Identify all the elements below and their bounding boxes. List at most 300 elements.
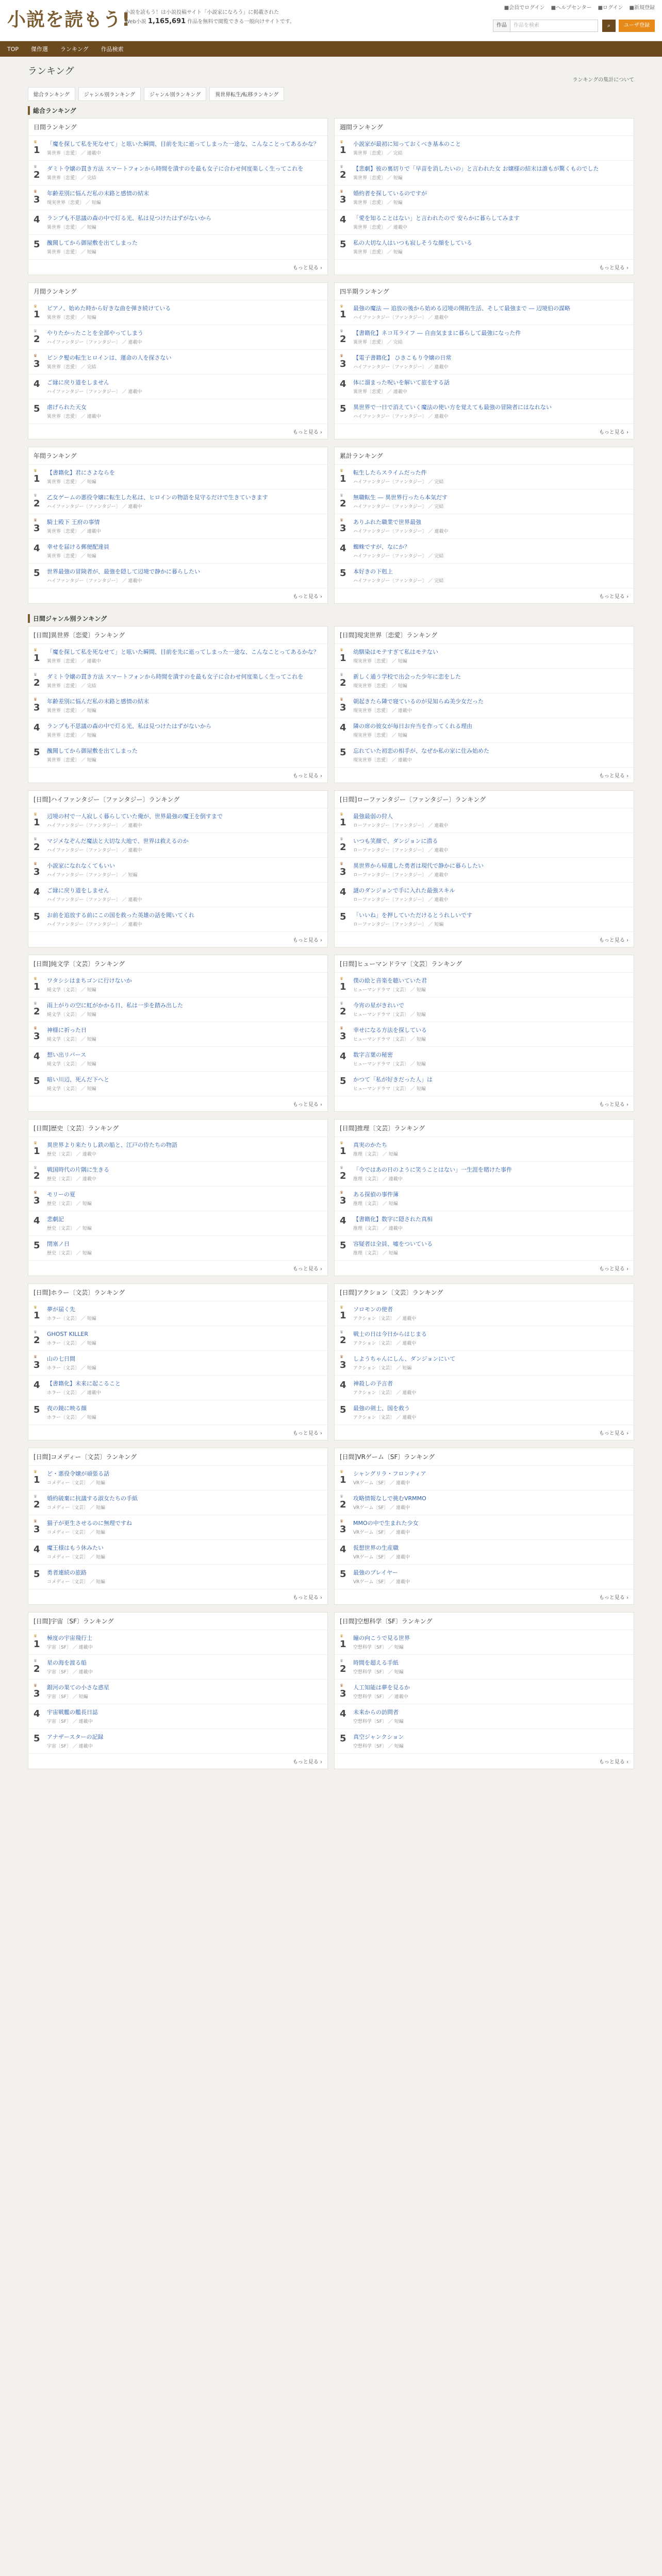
rank-value: 4 <box>34 1215 40 1226</box>
entry-title-link[interactable]: 戦国時代の片隅に生きる <box>47 1166 109 1173</box>
entry-title-link[interactable]: ワタシシはまちゴンに行けないか <box>47 977 132 984</box>
rank-number <box>340 165 353 181</box>
entry-text <box>353 1051 628 1067</box>
rank-value: 3 <box>34 1360 40 1370</box>
entry-title-link[interactable]: シャングリラ・フロンティア <box>353 1470 426 1477</box>
entry-meta: 異世界〔恋愛〕 ／ 短編 <box>47 315 96 320</box>
entry-text <box>47 1404 322 1420</box>
rank-value: 4 <box>340 722 346 733</box>
ranking-entry <box>28 1351 327 1376</box>
entry-title-link[interactable]: 虐げられた天女 <box>47 404 87 411</box>
entry-title-link[interactable]: 想い出リバース <box>47 1052 87 1058</box>
entry-title-link[interactable]: 神殺しの予言者 <box>353 1380 393 1387</box>
rank-number <box>340 747 353 763</box>
entry-title-link[interactable]: 攻略情報なしで挑むVRMMO <box>353 1495 426 1502</box>
entry-text <box>47 1141 322 1157</box>
crown-icon: ♛ <box>340 329 344 333</box>
ranking-entry <box>28 1301 327 1326</box>
entry-title-link[interactable]: 醜聞してから御屋敷を出てしまった <box>47 748 138 754</box>
ranking-card-title: 月間ランキング <box>28 283 327 300</box>
more-link[interactable]: もっと見る › <box>292 1595 322 1601</box>
rank-number <box>340 1519 353 1535</box>
entry-title-link[interactable]: 隣の席の彼女が毎日お弁当を作ってくれる理由 <box>353 723 472 730</box>
rank-value: 3 <box>340 867 346 877</box>
entry-text <box>353 1240 628 1256</box>
entry-title-link[interactable]: ランプも不思議の森の中で灯る光、私は見つけたはずがないから <box>47 215 211 222</box>
rank-number <box>340 1191 353 1207</box>
tab-ranking[interactable]: ジャンル別ランキング <box>78 87 141 101</box>
crown-icon: ♛ <box>340 1305 344 1310</box>
more-link[interactable]: もっと見る › <box>599 1595 628 1601</box>
ranking-entry <box>335 161 634 185</box>
entry-text <box>353 469 628 485</box>
entry-title-link[interactable]: 星の海を渡る船 <box>47 1659 87 1666</box>
search-icon[interactable]: ⌕ <box>602 20 616 32</box>
ranking-entry <box>28 1680 327 1704</box>
rank-value: 5 <box>340 403 346 414</box>
more-link[interactable]: もっと見る › <box>599 1759 628 1765</box>
ranking-entry <box>335 514 634 539</box>
rank-value: 2 <box>340 842 346 853</box>
register-button[interactable]: ユーザ登録 <box>619 20 655 32</box>
crown-icon: ♛ <box>34 1658 38 1663</box>
rank-value: 2 <box>34 677 40 688</box>
entry-meta: 異世界〔恋愛〕 ／ 連載中 <box>47 151 101 156</box>
entry-meta: 異世界〔恋愛〕 ／ 連載中 <box>353 225 407 230</box>
entry-title-link[interactable]: 世界最強の冒険者が、最強を隠して辺境で静かに暮らしたい <box>47 568 200 575</box>
entry-title-link[interactable]: 今宵の星がきれいで <box>353 1002 404 1009</box>
entry-title-link[interactable]: マジメなぞんだ魔法と大切な大地で、世界は救えるのか <box>47 838 189 844</box>
entry-title-link[interactable]: 私の大切な人はいつも寂しそうな顔をしている <box>353 240 472 246</box>
entry-title-link[interactable]: ダミト令嬢の貫き方法 スマートフォンから時間を潰すのを最も女子に合わせ何度楽しく生ってこれを <box>47 673 304 680</box>
ranking-entry <box>335 1540 634 1565</box>
entry-title-link[interactable]: 「魔を探して私を死なせて」と呟いた瞬間、目前を先に逝ってしまった一途な、こんなことってあるかな？ <box>47 649 319 655</box>
ranking-entry <box>335 465 634 489</box>
entry-title-link[interactable]: 瞳の向こうで見る世界 <box>353 1635 410 1641</box>
rank-value: 5 <box>340 1404 346 1415</box>
search-bar <box>493 20 655 32</box>
rank-value: 1 <box>340 1639 346 1650</box>
entry-title-link[interactable]: 最強のプレイヤー <box>353 1569 399 1576</box>
rank-number <box>340 568 353 584</box>
nav-item[interactable]: TOP <box>7 45 19 53</box>
more-link[interactable]: もっと見る › <box>292 938 322 943</box>
entry-title-link[interactable]: 小説家になれなくてもいい <box>47 862 115 869</box>
ranking-entry <box>28 1211 327 1236</box>
rank-number <box>340 698 353 714</box>
ranking-entry <box>335 1704 634 1729</box>
header-link[interactable]: ■新規登録 <box>629 5 655 11</box>
rank-number <box>340 1076 353 1092</box>
crown-icon: ♛ <box>340 493 344 498</box>
entry-title-link[interactable]: 山の七日間 <box>47 1355 75 1362</box>
entry-title-link[interactable]: 【書籍化】数字に隠された真相 <box>353 1216 433 1223</box>
more-link[interactable]: もっと見る › <box>599 430 628 435</box>
entry-title-link[interactable]: 夢が届く先 <box>47 1306 75 1313</box>
more-link[interactable]: もっと見る › <box>292 265 322 271</box>
entry-meta: 歴史〔文芸〕 ／ 連載中 <box>47 1152 96 1157</box>
entry-title-link[interactable]: 幸せを届ける郵便配達員 <box>47 544 109 550</box>
entry-title-link[interactable]: ソロモンの使者 <box>353 1306 393 1313</box>
entry-text <box>47 304 322 320</box>
entry-title-link[interactable]: 【書籍化】未来に起こること <box>47 1380 121 1387</box>
rank-number <box>34 1330 47 1346</box>
entry-title-link[interactable]: 時間を超える手紙 <box>353 1659 399 1666</box>
entry-meta: ハイファンタジー〔ファンタジー〕 ／ 連載中 <box>47 897 142 903</box>
crown-icon: ♛ <box>34 1001 38 1006</box>
more-link[interactable]: もっと見る › <box>292 773 322 779</box>
rank-number <box>34 722 47 738</box>
entry-title-link[interactable]: 年齢差別に悩んだ私の末路と感情の結末 <box>47 190 149 197</box>
ranking-entry <box>28 1400 327 1425</box>
ranking-entry <box>28 1072 327 1096</box>
entry-title-link[interactable]: 婚約者を探しているのですが <box>353 190 427 197</box>
entry-title-link[interactable]: ある探偵の事件簿 <box>353 1191 399 1198</box>
rank-number <box>340 1495 353 1511</box>
entry-title-link[interactable]: 本好きの下剋上 <box>353 568 393 575</box>
rank-number <box>34 568 47 584</box>
entry-title-link[interactable]: 辺境の村で一人寂しく暮らしていた俺が、世界最強の魔王を倒すまで <box>47 813 223 820</box>
entry-meta: ヒューマンドラマ〔文芸〕 ／ 短編 <box>353 1012 426 1018</box>
more-link[interactable]: もっと見る › <box>292 594 322 600</box>
entry-meta: 宇宙〔SF〕 ／ 連載中 <box>47 1670 93 1675</box>
entry-title-link[interactable]: 転生したらスライムだった件 <box>353 469 427 476</box>
ranking-entry <box>335 907 634 932</box>
entry-title-link[interactable]: 銀河の果ての小さな惑星 <box>47 1684 109 1691</box>
entry-meta: 宇宙〔SF〕 ／ 連載中 <box>47 1719 93 1724</box>
crown-icon: ♛ <box>340 304 344 309</box>
more-link[interactable]: もっと見る › <box>599 265 628 271</box>
entry-title-link[interactable]: ご縁に戻り道をしません <box>47 887 109 894</box>
rank-number <box>340 190 353 206</box>
entry-title-link[interactable]: 暗い川辺、死んだ下へと <box>47 1076 109 1083</box>
ranking-entry <box>335 1655 634 1680</box>
entry-text <box>353 698 628 714</box>
header-link[interactable]: ■ログイン <box>598 5 623 11</box>
rank-value: 2 <box>34 1171 40 1181</box>
entry-title-link[interactable]: 蜘蛛ですが、なにか？ <box>353 544 410 550</box>
entry-title-link[interactable]: 最強の魔法 ― 追放の後から始める辺境の開拓生活、そして最強まで ― 辺境伯の謀略 <box>353 305 570 312</box>
rank-number <box>340 1380 353 1396</box>
site-logo[interactable]: 小説を読もう! <box>7 9 131 30</box>
rank-number <box>34 165 47 181</box>
more-link[interactable]: もっと見る › <box>599 773 628 779</box>
crown-icon: ♛ <box>340 861 344 866</box>
entry-title-link[interactable]: ピンク髪の転生ヒロインは、運命の人を探さない <box>47 354 172 361</box>
entry-meta: 現実世界〔恋愛〕 ／ 連載中 <box>353 758 412 763</box>
entry-title-link[interactable]: 小説家が最初に知っておくべき基本のこと <box>353 141 461 147</box>
rank-value: 1 <box>340 309 346 320</box>
rank-number <box>340 977 353 993</box>
crown-icon: ♛ <box>340 812 344 817</box>
nav-item[interactable]: 作品検索 <box>101 46 124 53</box>
entry-text <box>47 190 322 206</box>
ranking-card <box>28 1283 328 1440</box>
entry-title-link[interactable]: 謎のダンジョンで手に入れた最強スキル <box>353 887 455 894</box>
entry-title-link[interactable]: 婚約破棄に抗議する淑女たちの手紙 <box>47 1495 138 1502</box>
crown-icon: ♛ <box>340 1658 344 1663</box>
rank-number <box>34 1380 47 1396</box>
entry-meta: 異世界〔恋愛〕 ／ 完結 <box>353 340 403 345</box>
tab-ranking[interactable]: 異世界転生/転移ランキング <box>209 87 284 101</box>
more-link[interactable]: もっと見る › <box>292 1102 322 1108</box>
more-link[interactable]: もっと見る › <box>292 430 322 435</box>
ranking-notice-link[interactable]: ランキングの集計について <box>572 77 634 83</box>
rank-value: 4 <box>34 887 40 897</box>
rank-value: 5 <box>340 1569 346 1580</box>
rank-number <box>34 1240 47 1256</box>
ranking-card <box>334 1448 634 1605</box>
entry-meta: 現実世界〔恋愛〕 ／ 短編 <box>47 200 101 206</box>
ranking-card-title: [日間]現実世界〔恋愛〕ランキング <box>335 626 634 644</box>
entry-title-link[interactable]: 極度の宇宙飛行士 <box>47 1635 92 1641</box>
site-tagline <box>125 8 331 26</box>
rank-value: 1 <box>340 1310 346 1321</box>
entry-title-link[interactable]: かつて「私が好きだった人」は <box>353 1076 433 1083</box>
crown-icon: ♛ <box>34 329 38 333</box>
rank-value: 3 <box>340 1195 346 1206</box>
entry-title-link[interactable]: 異世界より来たりし鉄の船と、江戸の侍たちの物語 <box>47 1142 177 1148</box>
rank-value: 4 <box>340 1380 346 1391</box>
entry-title-link[interactable]: アナザースターの記録 <box>47 1734 104 1740</box>
rank-value: 3 <box>340 359 346 369</box>
entry-meta: ハイファンタジー〔ファンタジー〕 ／ 連載中 <box>47 389 142 395</box>
entry-meta: ハイファンタジー〔ファンタジー〕 ／ 完結 <box>353 579 444 584</box>
entry-title-link[interactable]: 僕の絵と音楽を聴いていた君 <box>353 977 427 984</box>
entry-title-link[interactable]: 【悲劇】彼の裏切りで「早苗を消したいの」と言われた女 お嬢様の結末は誰もが驚くものでした <box>353 165 599 172</box>
entry-title-link[interactable]: ランプも不思議の森の中で灯る光、私は見つけたはずがないから <box>47 723 211 730</box>
ranking-entry <box>335 1466 634 1490</box>
rank-number <box>340 1166 353 1182</box>
entry-meta: ハイファンタジー〔ファンタジー〕 ／ 連載中 <box>353 529 449 534</box>
ranking-entry <box>335 1301 634 1326</box>
entry-title-link[interactable]: 体に溜まった呪いを解いて旅をする話 <box>353 379 450 386</box>
rank-value: 2 <box>34 1335 40 1346</box>
tagline-text: 小説を読もう！は小説投稿サイト「小説家になろう」に掲載された <box>125 10 279 15</box>
entry-text <box>47 1355 322 1371</box>
entry-title-link[interactable]: 仮想世界の生産職 <box>353 1545 399 1551</box>
ranking-entry <box>28 1540 327 1565</box>
ranking-card-title: [日間]VRゲーム〔SF〕ランキング <box>335 1448 634 1466</box>
entry-title-link[interactable]: お前を追放する前にこの国を救った英雄の話を聞いてくれ <box>47 912 194 919</box>
ranking-entry <box>28 1022 327 1047</box>
entry-title-link[interactable]: ありふれた職業で世界最強 <box>353 519 421 526</box>
tab-ranking[interactable]: ジャンル別ランキング <box>144 87 206 101</box>
entry-text <box>353 862 628 878</box>
entry-title-link[interactable]: 未来からの訪問者 <box>353 1709 399 1716</box>
entry-title-link[interactable]: 最強の剣士、国を救う <box>353 1405 410 1412</box>
entry-title-link[interactable]: 戦士の日は今日からはじまる <box>353 1331 427 1337</box>
rank-value: 2 <box>340 1335 346 1346</box>
ranking-entry <box>28 350 327 375</box>
entry-title-link[interactable]: やりたかったことを全部やってしまう <box>47 330 143 336</box>
crown-icon: ♛ <box>34 1354 38 1359</box>
rank-value: 4 <box>34 1051 40 1062</box>
entry-title-link[interactable]: 醜聞してから御屋敷を出てしまった <box>47 240 138 246</box>
nav-item[interactable]: 傑作選 <box>31 46 48 53</box>
rank-number <box>340 140 353 156</box>
entry-title-link[interactable]: モリーの夏 <box>47 1191 75 1198</box>
entry-title-link[interactable]: 無職転生 ― 異世界行ったら本気だす <box>353 494 448 501</box>
ranking-entry <box>28 669 327 693</box>
more-link[interactable]: もっと見る › <box>292 1759 322 1765</box>
crown-icon: ♛ <box>340 1190 344 1195</box>
entry-title-link[interactable]: GHOST KILLER <box>47 1331 88 1337</box>
entry-meta: 異世界〔恋愛〕 ／ 短編 <box>47 733 96 738</box>
entry-title-link[interactable]: 「今ではあの日のように笑うことはない」一生涯を賭けた事件 <box>353 1166 512 1173</box>
entry-title-link[interactable]: 神様に祈った日 <box>47 1027 87 1033</box>
ranking-entry <box>335 1680 634 1704</box>
entry-title-link[interactable]: 真実のかたち <box>353 1142 387 1148</box>
header-link[interactable]: ■会員でログイン <box>504 5 545 11</box>
entry-meta: 空想科学〔SF〕 ／ 短編 <box>353 1670 404 1675</box>
more-link[interactable]: もっと見る › <box>599 594 628 600</box>
entry-title-link[interactable]: 【電子書籍化】 ひきこもり令嬢の日常 <box>353 354 452 361</box>
entry-text <box>47 1076 322 1092</box>
ranking-entry <box>335 564 634 588</box>
crown-icon: ♛ <box>34 1141 38 1145</box>
ranking-card-title: [日間]異世界〔恋愛〕ランキング <box>28 626 327 644</box>
entry-text <box>47 354 322 370</box>
search-input[interactable]: 作品を検索 <box>510 20 598 32</box>
rank-number <box>340 1634 353 1650</box>
entry-text <box>47 518 322 534</box>
entry-title-link[interactable]: 幸せになる方法を探している <box>353 1027 427 1033</box>
ranking-entry <box>28 1655 327 1680</box>
entry-title-link[interactable]: 雨上がりの空に虹がかかる日、私は一歩を踏み出した <box>47 1002 183 1009</box>
entry-title-link[interactable]: 【書籍化】君にさよならを <box>47 469 115 476</box>
ranking-entry <box>28 514 327 539</box>
entry-title-link[interactable]: 夜の鏡に映る顔 <box>47 1405 87 1412</box>
crown-icon: ♛ <box>340 1141 344 1145</box>
ranking-entry <box>335 1211 634 1236</box>
entry-text <box>47 1240 322 1256</box>
rank-number <box>34 1495 47 1511</box>
ranking-entry <box>28 1376 327 1400</box>
rank-number <box>34 812 47 828</box>
rank-number <box>34 698 47 714</box>
more-link[interactable]: もっと見る › <box>599 1431 628 1436</box>
entry-meta: ハイファンタジー〔ファンタジー〕 ／ 完結 <box>353 554 444 559</box>
rank-value: 2 <box>340 170 346 180</box>
entry-title-link[interactable]: 新しく通う学校で出会った少年に恋をした <box>353 673 461 680</box>
rank-value: 5 <box>340 568 346 579</box>
entry-title-link[interactable]: 猫子が更生させるのに無理ですね <box>47 1520 132 1527</box>
more-link[interactable]: もっと見る › <box>599 938 628 943</box>
entry-text <box>47 1215 322 1231</box>
entry-meta: 空想科学〔SF〕 ／ 短編 <box>353 1645 404 1650</box>
entry-title-link[interactable]: 朝起きたら隣で寝ているのが見知らぬ美少女だった <box>353 698 484 705</box>
header-link[interactable]: ■ヘルプセンター <box>551 5 592 11</box>
more-link[interactable]: もっと見る › <box>292 1431 322 1436</box>
entry-title-link[interactable]: 異世界で一日で消えていく魔法の使い方を覚えても最強の冒険者にはなれない <box>353 404 552 411</box>
entry-title-link[interactable]: 忘れていた初恋の相手が、なぜか私の家に住み始めた <box>353 748 489 754</box>
ranking-card <box>28 626 328 783</box>
ranking-card-title: 年間ランキング <box>28 447 327 465</box>
entry-title-link[interactable]: 異世界から帰還した勇者は現代で静かに暮らしたい <box>353 862 484 869</box>
entry-text <box>353 1495 628 1511</box>
entry-text <box>353 329 628 345</box>
entry-title-link[interactable]: 最強最弱の狩人 <box>353 813 393 820</box>
entry-title-link[interactable]: 【書籍化】ネコ耳ライフ ― 自由気ままに暮らして最強になった件 <box>353 330 521 336</box>
entry-title-link[interactable]: 閉塞ノ日 <box>47 1241 70 1247</box>
search-type-select[interactable]: 作品 <box>493 20 510 32</box>
entry-title-link[interactable]: 真空ジャンクション <box>353 1734 404 1740</box>
entry-title-link[interactable]: 悲劇記 <box>47 1216 64 1223</box>
entry-title-link[interactable]: ピアノ、始めた時から好きな曲を弾き続けている <box>47 305 171 312</box>
entry-text <box>353 887 628 903</box>
entry-title-link[interactable]: 魔王様はもう休みたい <box>47 1545 104 1551</box>
entry-title-link[interactable]: 「魔を探して私を死なせて」と呟いた瞬間、目前を先に逝ってしまった一途な、こんなことってあるかな？ <box>47 141 319 147</box>
crown-icon: ♛ <box>340 1683 344 1688</box>
entry-title-link[interactable]: 騎士殿下 王府の事情 <box>47 519 100 526</box>
rank-value: 4 <box>340 887 346 897</box>
more-link[interactable]: もっと見る › <box>599 1266 628 1272</box>
nav-item[interactable]: ランキング <box>60 46 89 53</box>
entry-title-link[interactable]: 勇者連続の旅路 <box>47 1569 87 1576</box>
entry-title-link[interactable]: MMOの中で生まれた少女 <box>353 1520 419 1527</box>
rank-value: 5 <box>34 1569 40 1580</box>
entry-title-link[interactable]: 「いいね」を押していただけるとうれしいです <box>353 912 472 919</box>
entry-title-link[interactable]: 容疑者は全員、嘘をついている <box>353 1241 433 1247</box>
rank-value: 3 <box>34 867 40 877</box>
rank-number <box>34 673 47 689</box>
entry-meta: 異世界〔恋愛〕 ／ 短編 <box>47 250 96 255</box>
entry-title-link[interactable]: 「愛を知ることはない」と言われたので 安らかに暮らしてみます <box>353 215 520 222</box>
entry-title-link[interactable]: 幼馴染はモテすぎて私はモテない <box>353 649 438 655</box>
entry-title-link[interactable]: 人工知能は夢を見るか <box>353 1684 410 1691</box>
rank-value: 4 <box>340 214 346 225</box>
ranking-entry <box>28 1137 327 1162</box>
rank-value: 2 <box>340 498 346 509</box>
entry-text <box>47 1708 322 1724</box>
more-link[interactable]: もっと見る › <box>599 1102 628 1108</box>
ranking-entry <box>335 1162 634 1187</box>
rank-value: 5 <box>34 239 40 250</box>
entry-text <box>353 1355 628 1371</box>
rank-value: 5 <box>340 1076 346 1087</box>
tab-ranking[interactable]: 総合ランキング <box>28 87 75 101</box>
ranking-card-title: [日間]アクション〔文芸〕ランキング <box>335 1284 634 1301</box>
rank-value: 3 <box>340 702 346 713</box>
ranking-entry <box>28 161 327 185</box>
entry-title-link[interactable]: 数字言葉の秘密 <box>353 1052 393 1058</box>
entry-title-link[interactable]: しようちゃんにしん、ダンジョンにいて <box>353 1355 456 1362</box>
entry-title-link[interactable]: いつも笑顔で、ダンジョンに潜る <box>353 838 438 844</box>
rank-number <box>340 543 353 559</box>
entry-meta: ハイファンタジー〔ファンタジー〕 ／ 連載中 <box>47 922 142 927</box>
rank-number <box>34 1026 47 1042</box>
rank-value: 5 <box>34 911 40 922</box>
entry-title-link[interactable]: ど・悪役令嬢が頑張る話 <box>47 1470 109 1477</box>
ranking-entry <box>335 489 634 514</box>
entry-title-link[interactable]: 乙女ゲームの悪役令嬢に転生した私は、ヒロインの物語を見守るだけで生きていきます <box>47 494 268 501</box>
entry-text <box>47 543 322 559</box>
more-link[interactable]: もっと見る › <box>292 1266 322 1272</box>
entry-title-link[interactable]: 年齢差別に悩んだ私の末路と感情の結末 <box>47 698 149 705</box>
crown-icon: ♛ <box>34 1305 38 1310</box>
rank-value: 4 <box>340 543 346 554</box>
entry-title-link[interactable]: ご縁に戻り道をしません <box>47 379 109 386</box>
rank-number <box>34 1051 47 1067</box>
ranking-entry <box>335 539 634 564</box>
ranking-entry <box>28 1236 327 1261</box>
entry-title-link[interactable]: ダミト令嬢の貫き方法 スマートフォンから時間を潰すのを最も女子に合わせ何度楽しく生ってこれを <box>47 165 304 172</box>
rank-number <box>340 722 353 738</box>
entry-text <box>353 518 628 534</box>
entry-title-link[interactable]: 宇宙戦艦の艦長日誌 <box>47 1709 98 1716</box>
rank-value: 1 <box>340 981 346 992</box>
